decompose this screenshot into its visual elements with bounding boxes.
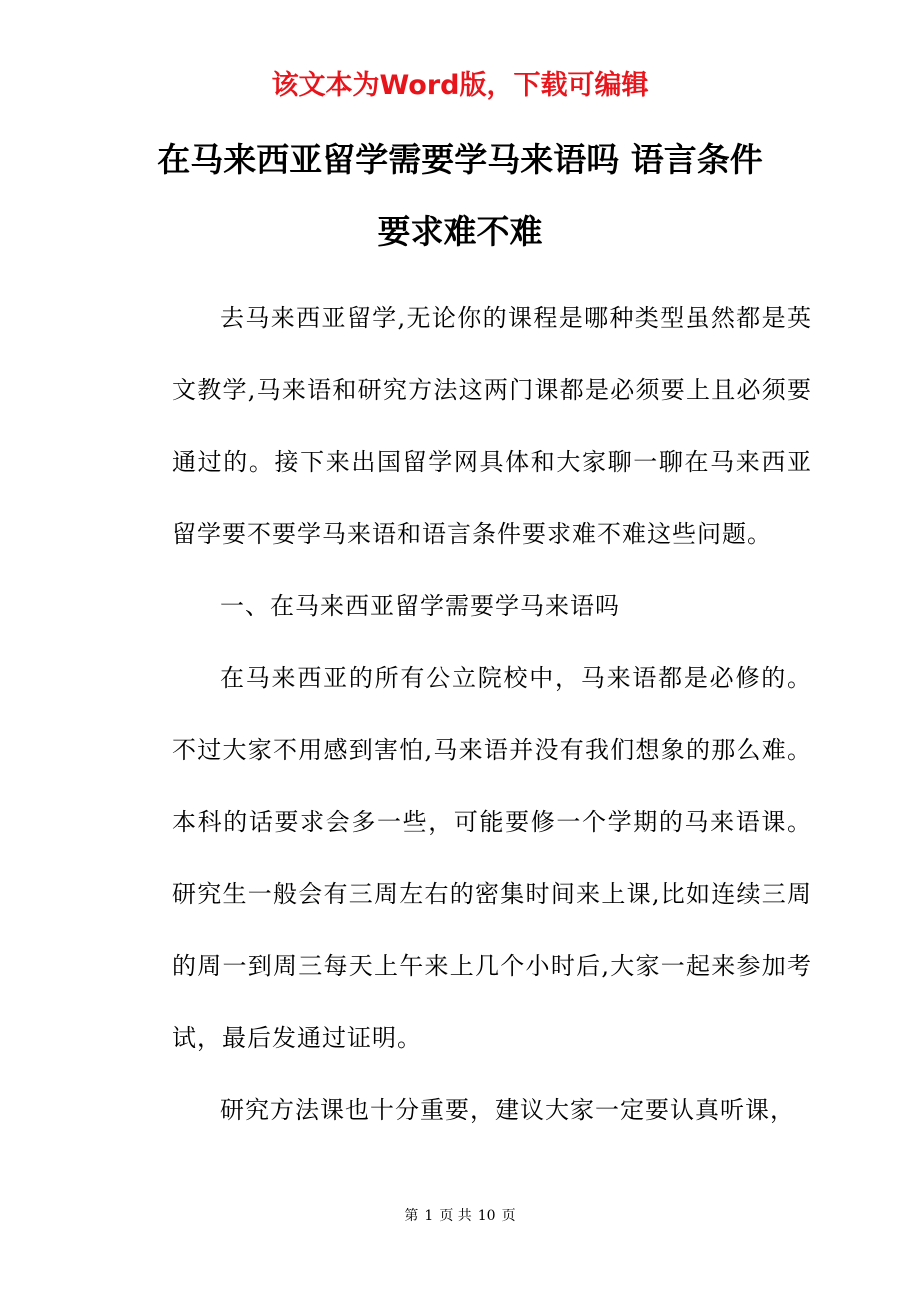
- footer-prefix: 第: [404, 1208, 419, 1224]
- footer-total-pages: 10: [477, 1208, 496, 1224]
- document-title-line-2: 要求难不难: [377, 212, 543, 251]
- section-heading: 一、在马来西亚留学需要学马来语吗: [220, 592, 620, 620]
- document-body: [172, 282, 812, 1146]
- paragraph-intro: 去马来西亚留学,无论你的课程是哪种类型虽然都是英文教学,马来语和研究方法这两门课都是必须要上且必须要通过的。接下来出国留学网具体和大家聊一聊在马来西亚留学要不要学马来语和语言条件要求难不难这些问题。: [172, 304, 812, 548]
- footer-middle: 页 共: [439, 1208, 472, 1224]
- page-footer: [0, 1206, 920, 1226]
- paragraph-malay-requirement: 在马来西亚的所有公立院校中，马来语都是必修的。不过大家不用感到害怕,马来语并没有我们想象的那么难。本科的话要求会多一些，可能要修一个学期的马来语课。研究生一般会有三周左右的密集时间来上课,比如连续三周的周一到周三每天上午来上几个小时后,大家一起来参加考试，最后发通过证明。: [172, 664, 812, 1052]
- footer-suffix: 页: [501, 1208, 516, 1224]
- footer-page-number: 1: [424, 1208, 434, 1224]
- paragraph-research-methods: 研究方法课也十分重要，建议大家一定要认真听课，: [220, 1096, 795, 1124]
- watermark-banner: 该文本为Word版，下载可编辑: [271, 70, 649, 101]
- document-title-line-1: 在马来西亚留学需要学马来语吗 语言条件: [157, 140, 763, 179]
